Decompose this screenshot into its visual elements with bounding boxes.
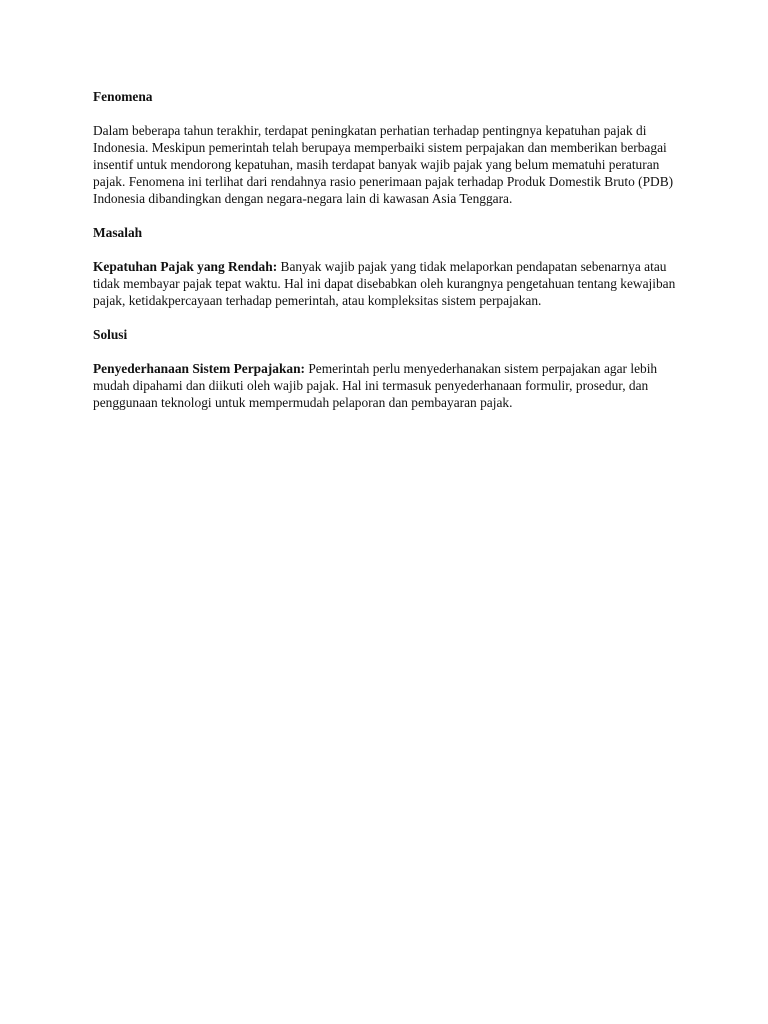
solusi-paragraph [93, 360, 683, 411]
section-heading-fenomena: Fenomena [93, 89, 153, 104]
masalah-lead: Kepatuhan Pajak yang Rendah: [93, 259, 278, 274]
section-heading-solusi: Solusi [93, 327, 128, 342]
fenomena-paragraph [93, 122, 683, 207]
masalah-body: Banyak wajib pajak yang tidak melaporkan pendapatan sebenarnya atau tidak membayar pajak tepat waktu. Hal ini dapat disebabkan oleh kurangnya pengetahuan tentang kewajiban pajak, ketidakpercayaan terhadap pemerintah, atau kompleksitas sistem perpajakan. [93, 259, 676, 308]
masalah-paragraph [93, 258, 683, 309]
solusi-body: Pemerintah perlu menyederhanakan sistem perpajakan agar lebih mudah dipahami dan diikuti oleh wajib pajak. Hal ini termasuk penyederhanaan formulir, prosedur, dan penggunaan teknologi untuk mempermudah pelaporan dan pembayaran pajak. [93, 361, 658, 410]
section-heading-masalah: Masalah [93, 225, 143, 240]
fenomena-body: Dalam beberapa tahun terakhir, terdapat peningkatan perhatian terhadap pentingnya kepatuhan pajak di Indonesia. Meskipun pemerintah telah berupaya memperbaiki sistem perpajakan dan memberikan berbagai insentif untuk mendorong kepatuhan, masih terdapat banyak wajib pajak yang belum mematuhi peraturan pajak. Fenomena ini terlihat dari rendahnya rasio penerimaan pajak terhadap Produk Domestik Bruto (PDB) Indonesia dibandingkan dengan negara-negara lain di kawasan Asia Tenggara. [93, 123, 674, 206]
document-page [93, 88, 683, 428]
solusi-lead: Penyederhanaan Sistem Perpajakan: [93, 361, 306, 376]
